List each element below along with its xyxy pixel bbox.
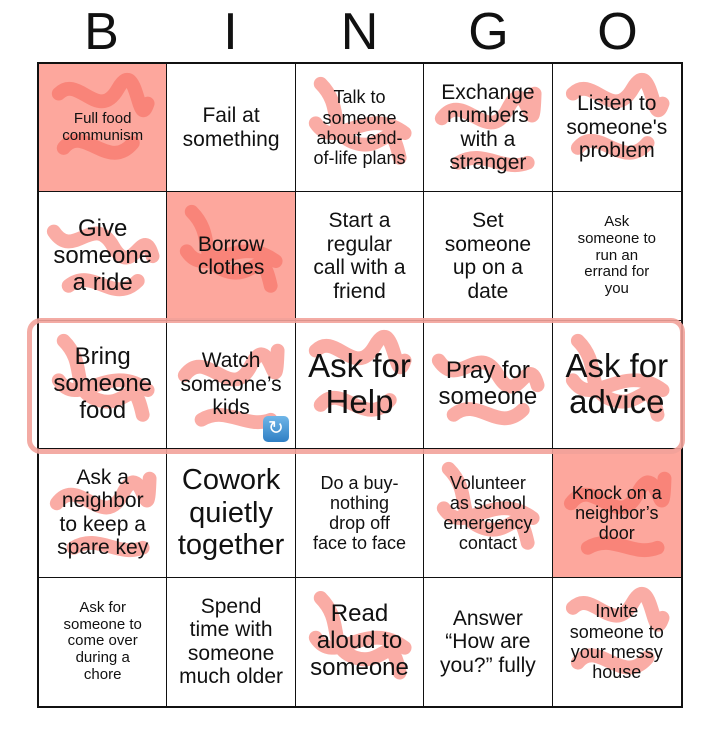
cell-text: Do a buy- nothing drop off face to face bbox=[312, 472, 407, 554]
cell-text: Watch someone’s kids bbox=[180, 349, 282, 420]
bingo-cell[interactable] bbox=[424, 64, 552, 192]
header-letter-i: I bbox=[223, 3, 238, 61]
cell-text: Volunteer as school emergency contact bbox=[443, 472, 533, 554]
bingo-cell[interactable] bbox=[296, 578, 424, 706]
cell-text: Exchange numbers with a stranger bbox=[441, 80, 535, 175]
cell-text: Read aloud to someone bbox=[310, 600, 409, 682]
bingo-cell[interactable] bbox=[167, 192, 295, 320]
header-letter-o: O bbox=[597, 3, 638, 61]
cell-text: Talk to someone about end- of-life plans bbox=[313, 87, 406, 168]
bingo-board bbox=[37, 62, 683, 708]
cell-text: Ask a neighbor to keep a spare key bbox=[57, 465, 149, 560]
bingo-cell[interactable] bbox=[424, 192, 552, 320]
cell-text: Start a regular call with a friend bbox=[313, 209, 406, 303]
bingo-cell[interactable] bbox=[553, 578, 681, 706]
bingo-cell[interactable] bbox=[296, 64, 424, 192]
cell-text: Borrow clothes bbox=[197, 232, 265, 280]
header-letter-g: G bbox=[468, 3, 509, 61]
sync-icon: ↻ bbox=[263, 416, 289, 442]
bingo-cell[interactable] bbox=[296, 321, 424, 449]
cell-text: Ask for advice bbox=[565, 346, 669, 421]
cell-text: Bring someone food bbox=[53, 343, 153, 424]
bingo-cell[interactable] bbox=[424, 321, 552, 449]
cell-text: Full food communism bbox=[62, 109, 144, 144]
header-letter-b: B bbox=[84, 3, 119, 61]
cell-text: Set someone up on a date bbox=[444, 209, 532, 303]
bingo-header bbox=[37, 0, 683, 62]
cell-text: Listen to someone's problem bbox=[566, 92, 668, 163]
bingo-cell[interactable] bbox=[39, 449, 167, 577]
bingo-cell[interactable] bbox=[167, 578, 295, 706]
bingo-cell[interactable] bbox=[167, 64, 295, 192]
bingo-cell[interactable] bbox=[424, 449, 552, 577]
bingo-cell[interactable] bbox=[424, 578, 552, 706]
cell-text: Fail at something bbox=[182, 104, 280, 151]
cell-text: Cowork quietly together bbox=[177, 464, 285, 562]
cell-text: Knock on a neighbor’s door bbox=[571, 482, 662, 543]
bingo-cell[interactable] bbox=[39, 192, 167, 320]
cell-text: Ask someone to run an errand for you bbox=[577, 213, 656, 298]
bingo-cell[interactable] bbox=[39, 321, 167, 449]
bingo-cell[interactable] bbox=[39, 578, 167, 706]
cell-text: Answer “How are you?” fully bbox=[440, 606, 536, 677]
cell-text: Pray for someone bbox=[438, 356, 538, 411]
cell-text: Spend time with someone much older bbox=[179, 594, 284, 689]
cell-text: Give someone a ride bbox=[53, 214, 153, 296]
bingo-cell[interactable] bbox=[167, 321, 295, 449]
bingo-cell[interactable] bbox=[553, 192, 681, 320]
cell-text: Invite someone to your messy house bbox=[569, 601, 664, 682]
bingo-cell[interactable] bbox=[553, 64, 681, 192]
header-letter-n: N bbox=[340, 3, 379, 61]
cell-text: Ask for someone to come over during a chore bbox=[63, 598, 142, 683]
bingo-cell[interactable] bbox=[553, 449, 681, 577]
bingo-cell[interactable] bbox=[167, 449, 295, 577]
bingo-cell[interactable] bbox=[553, 321, 681, 449]
bingo-cell[interactable] bbox=[39, 64, 167, 192]
bingo-cell[interactable] bbox=[296, 192, 424, 320]
cell-text: Ask for Help bbox=[308, 346, 411, 421]
bingo-cell[interactable] bbox=[296, 449, 424, 577]
